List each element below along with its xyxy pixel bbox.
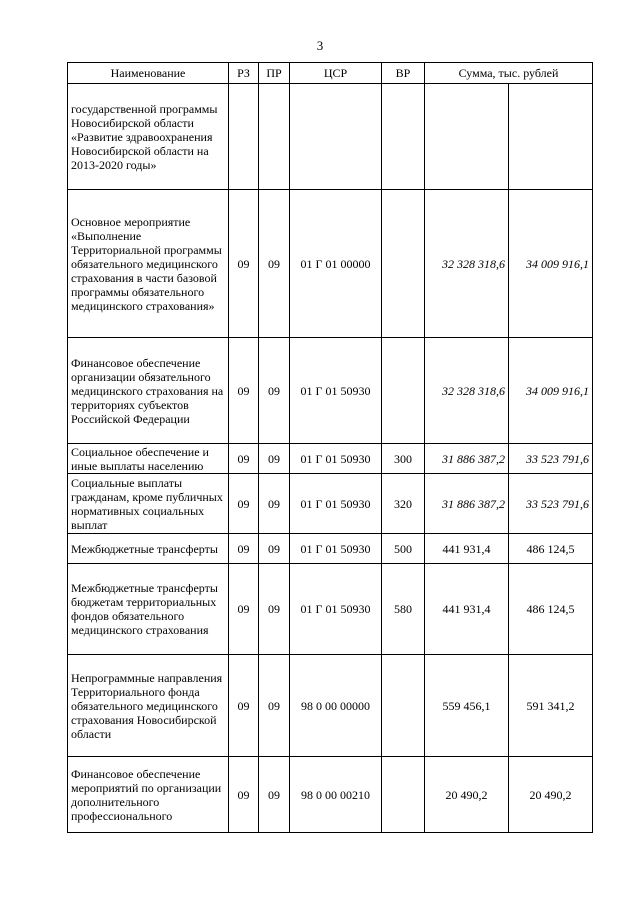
row-csr (290, 84, 382, 190)
row-rz: 09 (229, 444, 259, 474)
row-rz: 09 (229, 564, 259, 655)
table-header-row (68, 63, 593, 84)
row-pr: 09 (259, 190, 290, 338)
row-sum-2: 486 124,5 (509, 564, 593, 655)
header-csr: ЦСР (290, 63, 382, 84)
row-csr: 01 Г 01 50930 (290, 474, 382, 534)
row-csr: 98 0 00 00210 (290, 757, 382, 833)
header-pr: ПР (259, 63, 290, 84)
row-rz: 09 (229, 474, 259, 534)
table-row (68, 190, 593, 338)
row-vr (382, 190, 425, 338)
row-rz: 09 (229, 534, 259, 564)
row-sum-1: 559 456,1 (425, 655, 509, 757)
row-vr: 500 (382, 534, 425, 564)
row-name: Межбюджетные трансферты (68, 534, 229, 564)
header-sum: Сумма, тыс. рублей (425, 63, 593, 84)
row-vr: 320 (382, 474, 425, 534)
row-sum-2: 33 523 791,6 (509, 474, 593, 534)
row-vr (382, 655, 425, 757)
row-vr (382, 757, 425, 833)
row-pr: 09 (259, 757, 290, 833)
row-pr: 09 (259, 444, 290, 474)
row-vr (382, 84, 425, 190)
row-vr: 300 (382, 444, 425, 474)
row-sum-2: 486 124,5 (509, 534, 593, 564)
row-sum-2 (509, 84, 593, 190)
row-sum-1: 441 931,4 (425, 534, 509, 564)
row-vr (382, 338, 425, 444)
row-csr: 01 Г 01 50930 (290, 444, 382, 474)
table-row (68, 444, 593, 474)
row-rz: 09 (229, 655, 259, 757)
table-row (68, 757, 593, 833)
row-rz: 09 (229, 757, 259, 833)
row-name: Финансовое обеспечение организации обязательного медицинского страхования на территориях субъектов Российской Федерации (68, 338, 229, 444)
row-pr: 09 (259, 564, 290, 655)
table-row (68, 534, 593, 564)
row-rz (229, 84, 259, 190)
page-number: 3 (316, 38, 324, 53)
row-pr: 09 (259, 655, 290, 757)
table-row (68, 655, 593, 757)
row-vr: 580 (382, 564, 425, 655)
row-name: Основное мероприятие «Выполнение Территориальной программы обязательного медицинского страхования в части базовой программы обязательного медицинского страхования» (68, 190, 229, 338)
row-sum-1: 441 931,4 (425, 564, 509, 655)
row-sum-1: 32 328 318,6 (425, 338, 509, 444)
row-name: Межбюджетные трансферты бюджетам территориальных фондов обязательного медицинского страхования (68, 564, 229, 655)
header-vr: ВР (382, 63, 425, 84)
row-name: государственной программы Новосибирской области «Развитие здравоохранения Новосибирской области на 2013-2020 годы» (68, 84, 229, 190)
row-sum-1: 32 328 318,6 (425, 190, 509, 338)
row-rz: 09 (229, 338, 259, 444)
row-pr: 09 (259, 534, 290, 564)
table-row (68, 564, 593, 655)
row-sum-1: 31 886 387,2 (425, 444, 509, 474)
row-name: Социальные выплаты гражданам, кроме публичных нормативных социальных выплат (68, 474, 229, 534)
row-sum-2: 34 009 916,1 (509, 338, 593, 444)
budget-table (67, 62, 593, 833)
row-pr: 09 (259, 474, 290, 534)
row-csr: 98 0 00 00000 (290, 655, 382, 757)
header-name: Наименование (68, 63, 229, 84)
row-sum-2: 34 009 916,1 (509, 190, 593, 338)
row-pr: 09 (259, 338, 290, 444)
table-row (68, 338, 593, 444)
table-row (68, 474, 593, 534)
row-sum-2: 20 490,2 (509, 757, 593, 833)
row-sum-2: 33 523 791,6 (509, 444, 593, 474)
row-csr: 01 Г 01 50930 (290, 564, 382, 655)
row-sum-1: 20 490,2 (425, 757, 509, 833)
row-name: Финансовое обеспечение мероприятий по организации дополнительного профессионального (68, 757, 229, 833)
row-csr: 01 Г 01 00000 (290, 190, 382, 338)
row-pr (259, 84, 290, 190)
row-sum-1: 31 886 387,2 (425, 474, 509, 534)
row-sum-1 (425, 84, 509, 190)
row-csr: 01 Г 01 50930 (290, 534, 382, 564)
row-rz: 09 (229, 190, 259, 338)
row-csr: 01 Г 01 50930 (290, 338, 382, 444)
table-row (68, 84, 593, 190)
row-sum-2: 591 341,2 (509, 655, 593, 757)
header-rz: РЗ (229, 63, 259, 84)
row-name: Непрограммные направления Территориального фонда обязательного медицинского страхования Новосибирской области (68, 655, 229, 757)
row-name: Социальное обеспечение и иные выплаты населению (68, 444, 229, 474)
